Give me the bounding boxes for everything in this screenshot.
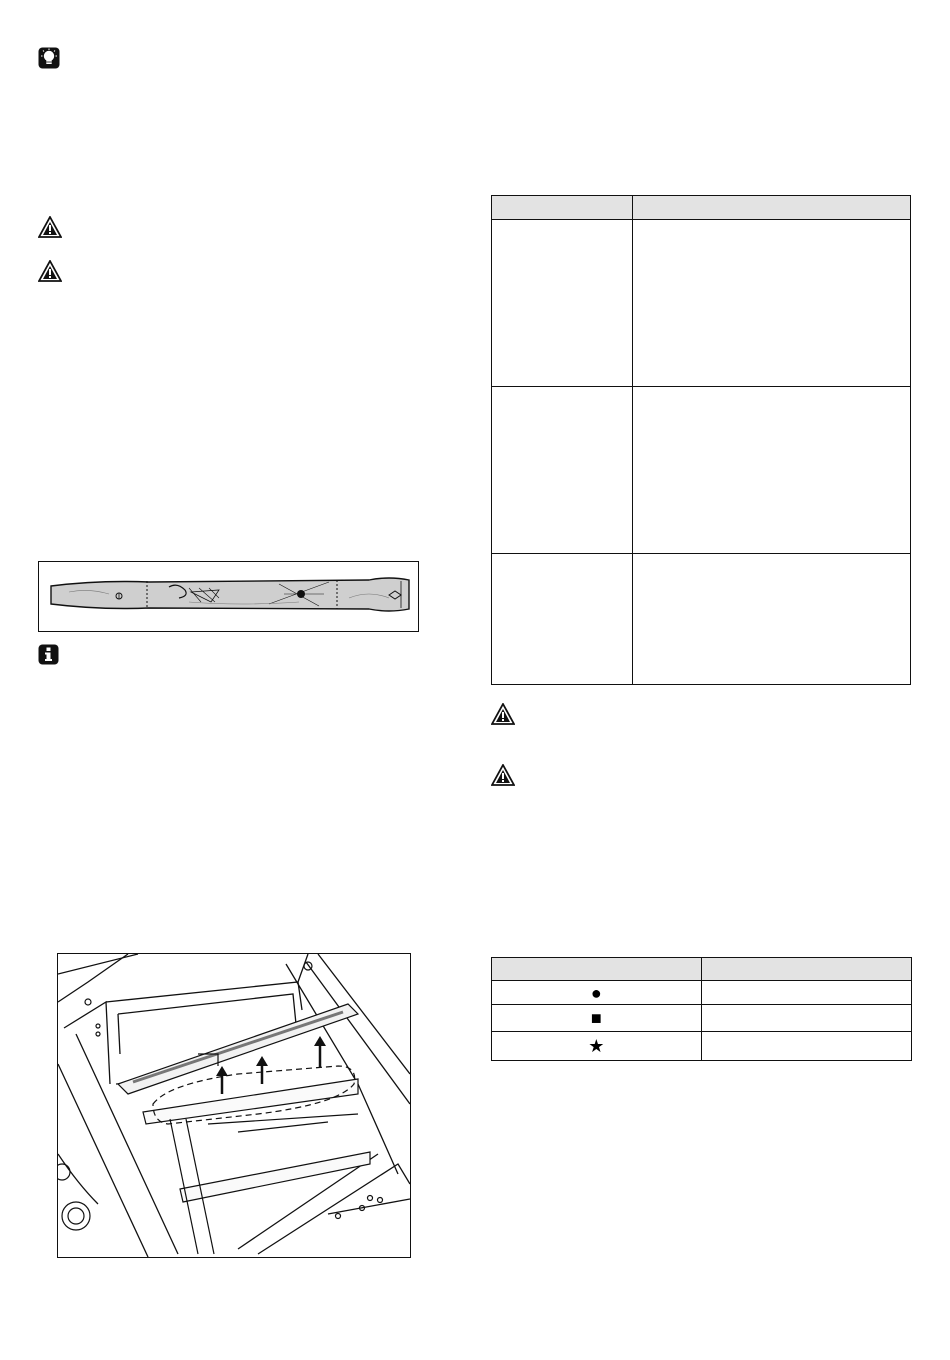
table-row [492, 387, 911, 554]
table-row [492, 1032, 912, 1061]
grill-burner-removal-illustration [58, 954, 410, 1257]
table-cell [701, 981, 911, 1005]
table-header-cell [492, 958, 702, 981]
table-header-cell [632, 196, 910, 220]
table-row [492, 981, 912, 1005]
warning-triangle-icon [38, 216, 62, 238]
filled-circle-icon: ● [492, 981, 702, 1005]
table-header-row [492, 196, 911, 220]
filled-star-icon: ★ [492, 1032, 702, 1061]
table-row [492, 1005, 912, 1032]
burner-tube-illustration [39, 562, 418, 631]
table-header-row [492, 958, 912, 981]
table-cell [701, 1005, 911, 1032]
grill-interior-figure [57, 953, 411, 1258]
symbol-table [491, 957, 912, 1061]
filled-square-icon: ■ [492, 1005, 702, 1032]
table-header-cell [492, 196, 633, 220]
info-icon [38, 644, 59, 665]
table-cell [632, 554, 910, 685]
table-cell [492, 387, 633, 554]
warning-triangle-icon [38, 260, 62, 282]
table-cell [492, 554, 633, 685]
table-row [492, 554, 911, 685]
warning-triangle-icon [491, 764, 515, 786]
table-cell [492, 220, 633, 387]
table-cell [632, 387, 910, 554]
troubleshooting-table [491, 195, 911, 685]
warning-triangle-icon [491, 703, 515, 725]
lightbulb-icon [38, 47, 60, 69]
table-row [492, 220, 911, 387]
table-cell [632, 220, 910, 387]
table-header-cell [701, 958, 911, 981]
burner-tube-figure [38, 561, 419, 632]
table-cell [701, 1032, 911, 1061]
